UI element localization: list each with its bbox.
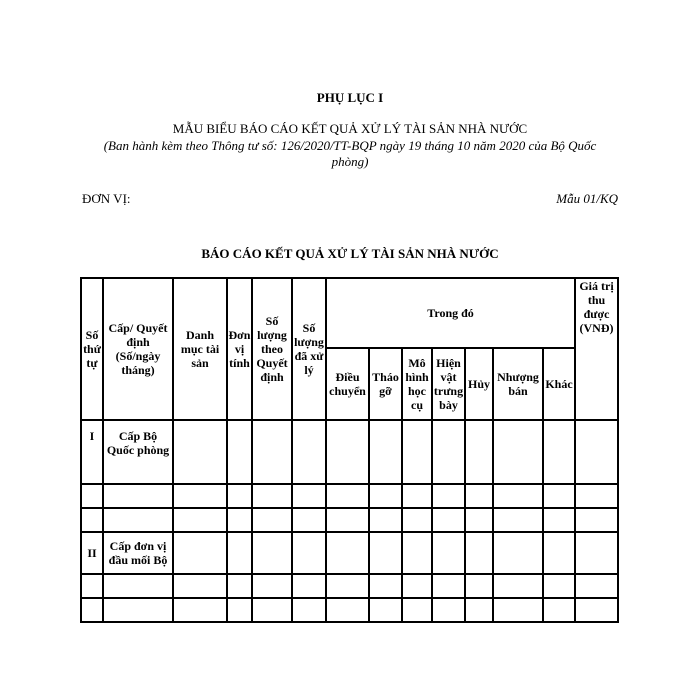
row-index: II xyxy=(81,532,103,574)
col-header-asset-list: Danh mục tài sản xyxy=(173,278,227,420)
table-row-empty xyxy=(81,508,618,532)
table-header-row xyxy=(81,278,618,348)
col-header-model: Mô hình học cụ xyxy=(402,348,432,420)
issuance-note: (Ban hành kèm theo Thông tư số: 126/2020/TT-BQP ngày 19 tháng 10 năm 2020 của Bộ Quốc phòng) xyxy=(103,138,597,169)
form-code: Mẫu 01/KQ xyxy=(556,191,618,206)
col-header-sale: Nhượng bán xyxy=(493,348,543,420)
col-header-transfer: Điều chuyển xyxy=(326,348,369,420)
col-header-of-which: Trong đó xyxy=(326,278,575,348)
col-header-qty-processed: Số lượng đã xử lý xyxy=(292,278,326,420)
col-header-exhibit: Hiện vật trưng bày xyxy=(432,348,465,420)
table-row-level-2 xyxy=(81,532,618,574)
col-header-stt: Số thứ tự xyxy=(81,278,103,420)
row-level-name: Cấp Bộ Quốc phòng xyxy=(103,420,173,484)
col-header-destroy: Hủy xyxy=(465,348,493,420)
unit-label: ĐƠN VỊ: xyxy=(82,191,131,206)
row-level-name: Cấp đơn vị đầu mối Bộ xyxy=(103,532,173,574)
table-row-empty xyxy=(81,484,618,508)
appendix-title: PHỤ LỤC I xyxy=(316,90,384,105)
col-header-other: Khác xyxy=(543,348,575,420)
col-header-unit: Đơn vị tính xyxy=(227,278,252,420)
table-row-level-1 xyxy=(81,420,618,484)
col-header-dismantle: Tháo gỡ xyxy=(369,348,402,420)
col-header-value: Giá trị thu được (VNĐ) xyxy=(575,278,618,420)
row-index: I xyxy=(81,420,103,484)
report-table xyxy=(80,277,619,623)
table-row-empty xyxy=(81,598,618,622)
form-title: MẪU BIỂU BÁO CÁO KẾT QUẢ XỬ LÝ TÀI SẢN NHÀ NƯỚC xyxy=(172,121,528,136)
col-header-qty-decision: Số lượng theo Quyết định xyxy=(252,278,292,420)
table-row-empty xyxy=(81,574,618,598)
report-title: BÁO CÁO KẾT QUẢ XỬ LÝ TÀI SẢN NHÀ NƯỚC xyxy=(201,246,499,261)
col-header-decision-level: Cấp/ Quyết định (Số/ngày tháng) xyxy=(103,278,173,420)
